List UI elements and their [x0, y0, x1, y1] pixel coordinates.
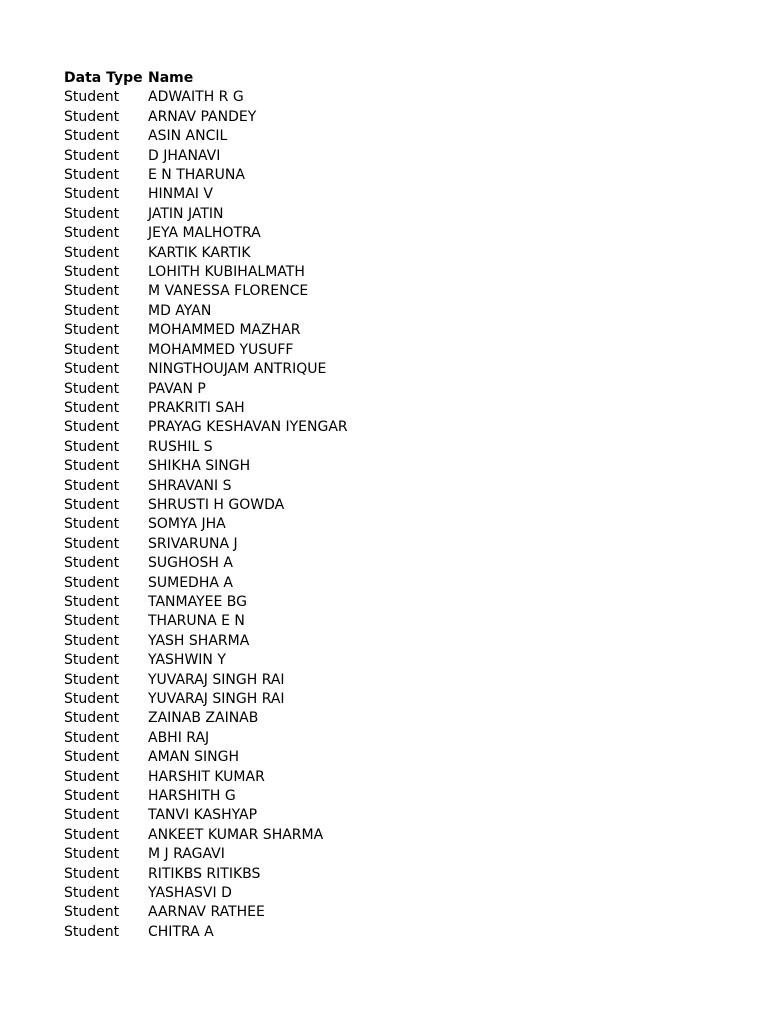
row-data-type: Student: [64, 593, 120, 610]
row-student-name: YASHASVI D: [148, 885, 232, 902]
row-student-name: YUVARAJ SINGH RAI: [148, 691, 285, 707]
table-row: [64, 477, 348, 496]
row-student-name: PAVAN P: [148, 380, 206, 397]
row-data-type: Student: [64, 283, 120, 300]
table-row: [64, 923, 348, 942]
row-data-type: Student: [64, 807, 120, 824]
row-student-name: SOMYA JHA: [148, 516, 226, 533]
table-row: [64, 108, 348, 127]
row-data-type: Student: [64, 128, 120, 145]
row-data-type: Student: [64, 923, 120, 940]
row-data-type: Student: [64, 516, 120, 533]
row-data-type: Student: [64, 826, 120, 843]
row-student-name: HARSHIT KUMAR: [148, 768, 265, 785]
row-data-type: Student: [64, 186, 120, 203]
row-data-type: Student: [64, 361, 120, 378]
table-row: [64, 205, 348, 224]
table-row: [64, 263, 348, 282]
table-body: [64, 88, 348, 942]
row-student-name: D JHANAVI: [148, 147, 221, 164]
table-row: [64, 884, 348, 903]
table-row: [64, 88, 348, 107]
row-data-type: Student: [64, 380, 120, 397]
row-student-name: SUGHOSH A: [148, 555, 233, 572]
table-row: [64, 457, 348, 476]
row-data-type: Student: [64, 264, 120, 281]
row-student-name: PRAKRITI SAH: [148, 399, 245, 416]
table-row: [64, 768, 348, 787]
table-row: [64, 224, 348, 243]
row-data-type: Student: [64, 225, 120, 242]
row-student-name: MOHAMMED MAZHAR: [148, 322, 301, 339]
row-data-type: Student: [64, 477, 120, 494]
row-student-name: SUMEDHA A: [148, 574, 233, 591]
row-data-type: Student: [64, 885, 120, 902]
row-student-name: JATIN JATIN: [148, 205, 224, 222]
table-row: [64, 127, 348, 146]
row-data-type: Student: [64, 89, 120, 106]
row-student-name: SHRUSTI H GOWDA: [148, 496, 285, 513]
table-row: [64, 709, 348, 728]
row-student-name: TANMAYEE BG: [148, 593, 247, 610]
table-row: [64, 574, 348, 593]
row-student-name: HINMAI V: [148, 186, 213, 203]
row-data-type: Student: [64, 788, 120, 805]
row-data-type: Student: [64, 865, 120, 882]
table-row: [64, 147, 348, 166]
row-data-type: Student: [64, 322, 120, 339]
row-data-type: Student: [64, 535, 120, 552]
row-student-name: ASIN ANCIL: [148, 128, 228, 145]
row-student-name: SHRAVANI S: [148, 477, 232, 494]
row-student-name: M J RAGAVI: [148, 846, 225, 863]
table-row: [64, 671, 348, 690]
student-table: [64, 69, 348, 942]
row-student-name: ANKEET KUMAR SHARMA: [148, 826, 324, 843]
table-row: [64, 321, 348, 340]
row-student-name: M VANESSA FLORENCE: [148, 283, 309, 300]
table-row: [64, 341, 348, 360]
table-row: [64, 496, 348, 515]
row-student-name: RITIKBS RITIKBS: [148, 865, 261, 882]
row-student-name: SRIVARUNA J: [148, 535, 238, 552]
table-row: [64, 865, 348, 884]
table-row: [64, 806, 348, 825]
table-row: [64, 612, 348, 631]
row-data-type: Student: [64, 147, 120, 164]
row-student-name: PRAYAG KESHAVAN IYENGAR: [148, 419, 348, 436]
table-row: [64, 244, 348, 263]
row-data-type: Student: [64, 710, 120, 727]
row-data-type: Student: [64, 555, 120, 572]
row-data-type: Student: [64, 652, 120, 669]
table-row: [64, 166, 348, 185]
row-student-name: YUVARAJ SINGH RAI: [148, 671, 285, 688]
table-row: [64, 787, 348, 806]
table-row: [64, 826, 348, 845]
row-student-name: LOHITH KUBIHALMATH: [148, 264, 305, 281]
row-data-type: Student: [64, 613, 120, 630]
row-data-type: Student: [64, 632, 120, 649]
table-row: [64, 535, 348, 554]
row-student-name: JEYA MALHOTRA: [148, 225, 261, 242]
row-student-name: TANVI KASHYAP: [148, 807, 258, 824]
table-row: [64, 185, 348, 204]
row-student-name: MOHAMMED YUSUFF: [148, 341, 294, 358]
table-row: [64, 632, 348, 651]
row-data-type: Student: [64, 729, 120, 746]
table-row: [64, 515, 348, 534]
row-data-type: Student: [64, 419, 120, 436]
row-student-name: HARSHITH G: [148, 788, 236, 805]
row-data-type: Student: [64, 691, 120, 707]
row-data-type: Student: [64, 496, 120, 513]
row-student-name: RUSHIL S: [148, 438, 213, 455]
header-name: Name: [148, 70, 194, 86]
row-student-name: ABHI RAJ: [148, 729, 210, 746]
table-row: [64, 399, 348, 418]
row-data-type: Student: [64, 302, 120, 319]
row-student-name: SHIKHA SINGH: [148, 458, 251, 475]
table-row: [64, 651, 348, 670]
header-data-type: Data Type: [64, 70, 143, 86]
row-student-name: ADWAITH R G: [148, 89, 244, 106]
table-row: [64, 380, 348, 399]
row-student-name: ZAINAB ZAINAB: [148, 710, 259, 727]
row-data-type: Student: [64, 768, 120, 785]
table-row: [64, 438, 348, 457]
row-data-type: Student: [64, 438, 120, 455]
table-row: [64, 690, 348, 709]
table-header-row: [64, 69, 348, 88]
row-student-name: MD AYAN: [148, 302, 212, 319]
row-student-name: NINGTHOUJAM ANTRIQUE: [148, 361, 327, 378]
table-row: [64, 302, 348, 321]
row-student-name: AARNAV RATHEE: [148, 904, 265, 921]
row-data-type: Student: [64, 341, 120, 358]
student-list-sheet: [64, 69, 348, 942]
table-row: [64, 418, 348, 437]
row-data-type: Student: [64, 749, 120, 766]
row-student-name: KARTIK KARTIK: [148, 244, 251, 261]
row-data-type: Student: [64, 846, 120, 863]
row-data-type: Student: [64, 399, 120, 416]
row-student-name: ARNAV PANDEY: [148, 108, 257, 125]
row-data-type: Student: [64, 904, 120, 921]
table-row: [64, 748, 348, 767]
table-row: [64, 729, 348, 748]
row-data-type: Student: [64, 108, 120, 125]
table-row: [64, 593, 348, 612]
row-data-type: Student: [64, 205, 120, 222]
row-student-name: CHITRA A: [148, 923, 214, 940]
row-student-name: YASHWIN Y: [148, 652, 226, 669]
row-student-name: AMAN SINGH: [148, 749, 240, 766]
table-row: [64, 845, 348, 864]
row-data-type: Student: [64, 458, 120, 475]
row-data-type: Student: [64, 244, 120, 261]
table-row: [64, 360, 348, 379]
row-data-type: Student: [64, 574, 120, 591]
table-row: [64, 903, 348, 922]
table-row: [64, 554, 348, 573]
row-data-type: Student: [64, 167, 120, 184]
row-student-name: THARUNA E N: [148, 613, 245, 630]
table-row: [64, 282, 348, 301]
row-data-type: Student: [64, 671, 120, 688]
row-student-name: YASH SHARMA: [148, 632, 250, 649]
row-student-name: E N THARUNA: [148, 167, 245, 184]
